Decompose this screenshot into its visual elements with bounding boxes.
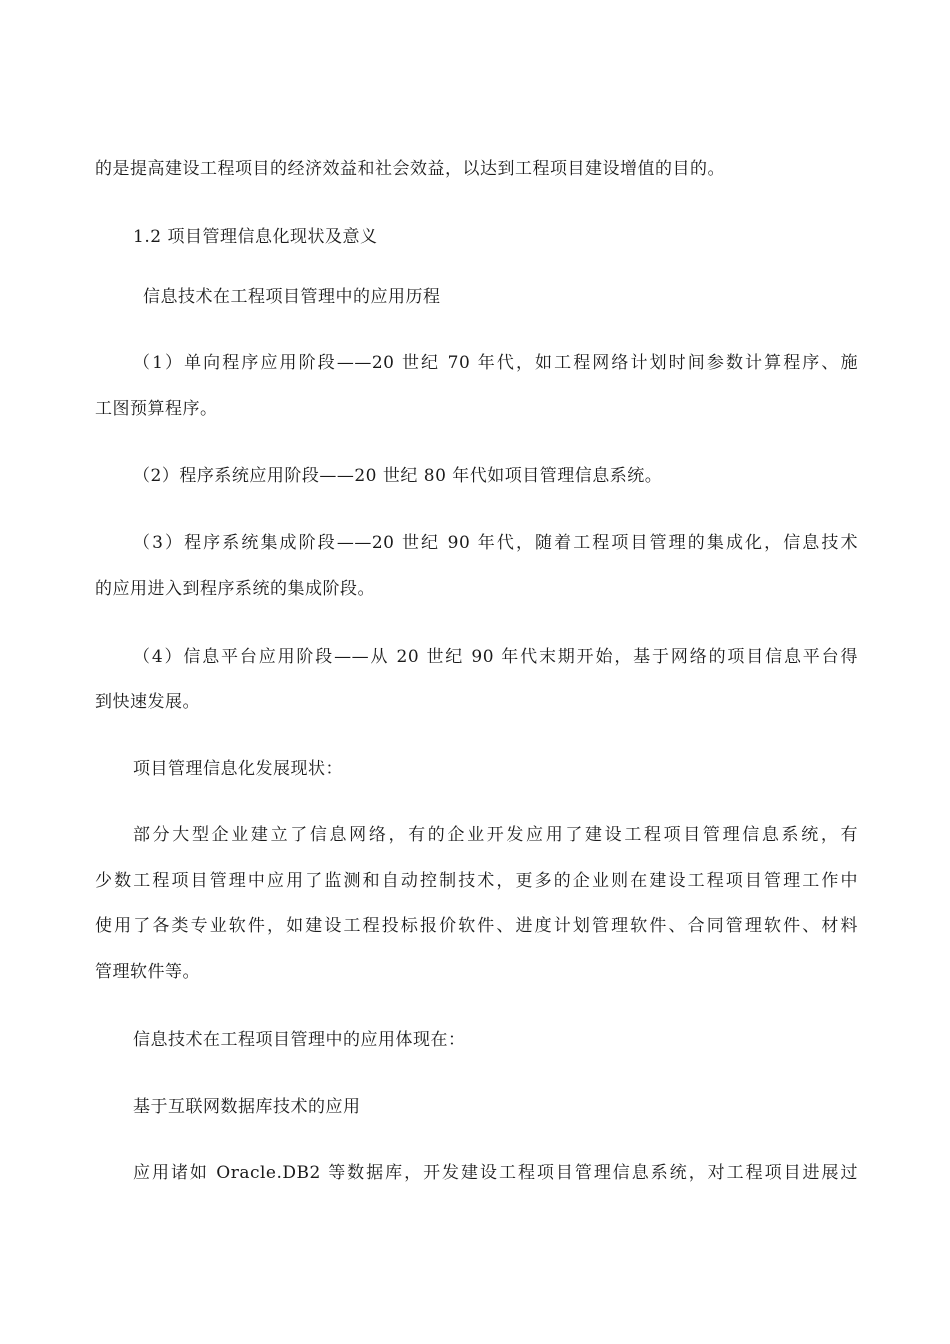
paragraph-line: 的是提高建设工程项目的经济效益和社会效益，以达到工程项目建设增值的目的。: [95, 159, 725, 179]
list-item-4-line-1: （4）信息平台应用阶段——从 20 世纪 90 年代末期开始，基于网络的项目信息平台得: [133, 647, 858, 667]
paragraph-line: 应用诸如 Oracle.DB2 等数据库，开发建设工程项目管理信息系统，对工程项目进展过: [133, 1163, 858, 1183]
list-item-2: （2）程序系统应用阶段——20 世纪 80 年代如项目管理信息系统。: [133, 466, 663, 486]
list-item-1-line-2: 工图预算程序。: [95, 399, 218, 419]
list-item-3-line-2: 的应用进入到程序系统的集成阶段。: [95, 579, 375, 599]
paragraph-line: 少数工程项目管理中应用了监测和自动控制技术，更多的企业则在建设工程项目管理工作中: [95, 871, 858, 891]
list-item-4-line-2: 到快速发展。: [95, 692, 200, 712]
paragraph-line: 部分大型企业建立了信息网络，有的企业开发应用了建设工程项目管理信息系统，有: [133, 825, 858, 845]
paragraph-line: 管理软件等。: [95, 962, 200, 982]
paragraph-line: 使用了各类专业软件，如建设工程投标报价软件、进度计划管理软件、合同管理软件、材料: [95, 916, 858, 936]
list-item-3-line-1: （3）程序系统集成阶段——20 世纪 90 年代，随着工程项目管理的集成化，信息技术: [133, 533, 858, 553]
section-heading: 1.2 项目管理信息化现状及意义: [133, 227, 378, 247]
subheading: 项目管理信息化发展现状：: [133, 759, 343, 779]
subheading: 基于互联网数据库技术的应用: [133, 1097, 361, 1117]
subheading: 信息技术在工程项目管理中的应用历程: [143, 287, 441, 307]
list-item-1-line-1: （1）单向程序应用阶段——20 世纪 70 年代，如工程网络计划时间参数计算程序、施: [133, 353, 858, 373]
subheading: 信息技术在工程项目管理中的应用体现在：: [133, 1030, 466, 1050]
